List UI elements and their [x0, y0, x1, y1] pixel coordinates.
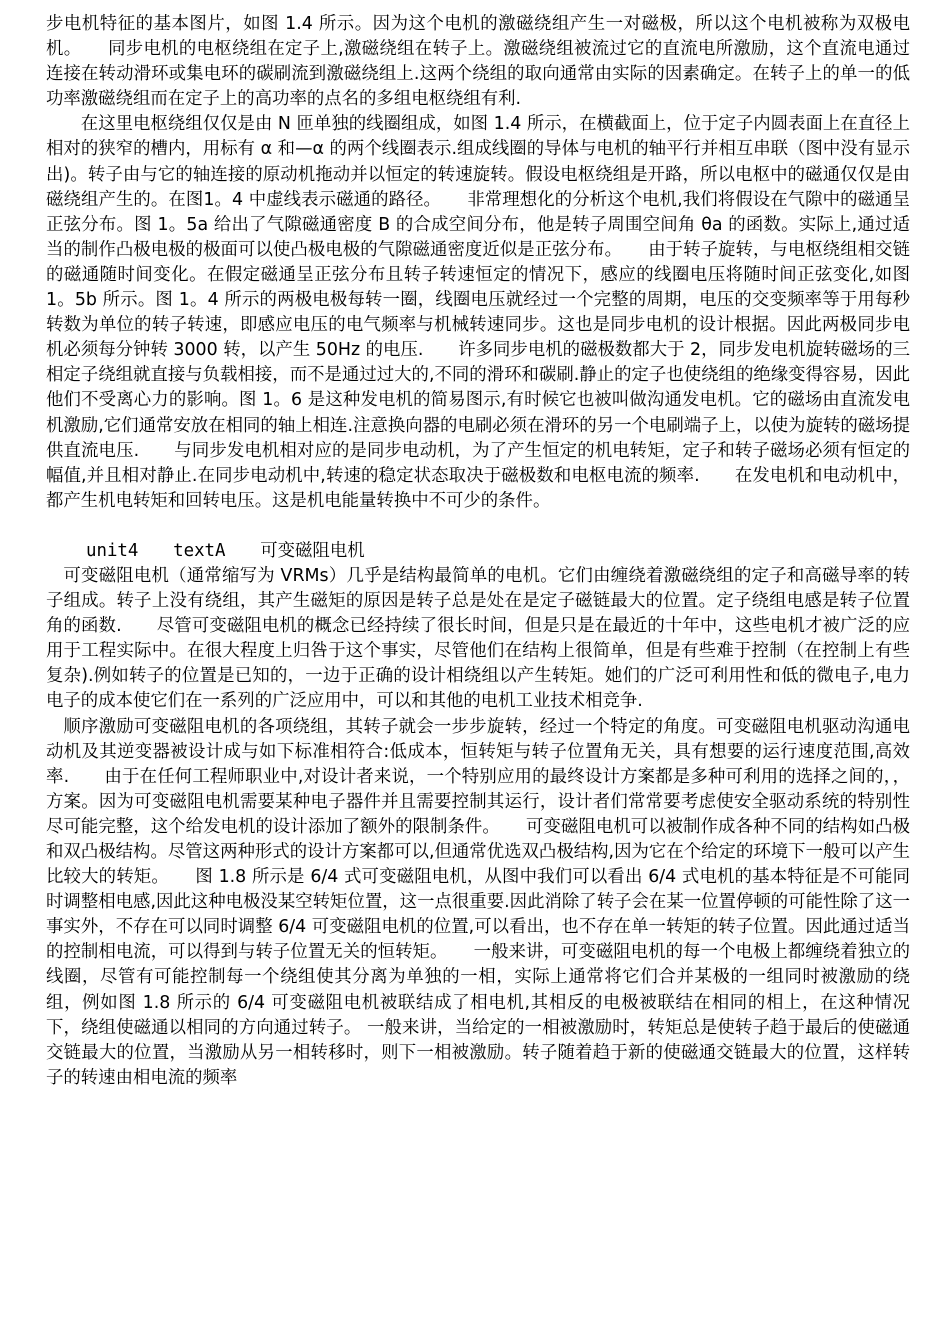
section-heading: unit4 textA 可变磁阻电机 [86, 540, 365, 561]
document-page [46, 12, 910, 1091]
paragraph: 步电机特征的基本图片，如图 1.4 所示。因为这个电机的激磁绕组产生一对磁极，所以这个电机被称为双极电机。 同步电机的电枢绕组在定子上,激磁绕组在转子上。激磁绕组被流过它的直流电所激励，这个直流电通过连接在转动滑环或集电环的碳刷流到激磁绕组上.这两个绕组的取向通常由实际的因素确定。在转子上的单一的低功率激磁绕组而在定子上的高功率的点名的多组电枢绕组有利. [46, 14, 910, 110]
paragraph: 顺序激励可变磁阻电机的各项绕组，其转子就会一步步旋转，经过一个特定的角度。可变磁阻电机驱动沟通电动机及其逆变器被设计成与如下标准相符合:低成本，恒转矩与转子位置角无关，具有想要的运行速度范围,高效率. 由于在任何工程师职业中,对设计者来说，一个特别应用的最终设计方案都是多种可利用的选择之间的，，方案。因为可变磁阻电机需要某种电子器件并且需要控制其运行，设计者们常常要考虑使安全驱动系统的特别性尽可能完整，这个给发电机的设计添加了额外的限制条件。 可变磁阻电机可以被制作成各种不同的结构如凸极和双凸极结构。尽管这两种形式的设计方案都可以,但通常优选双凸极结构,因为它在个给定的环境下一般可以产生比较大的转矩。 图 1.8 所示是 6/4 式可变磁阻电机，从图中我们可以看出 6/4 式电机的基本特征是不可能同时调整相电感,因此这种电极没某空转矩位置，这一点很重要.因此消除了转子会在某一位置停顿的可能性除了这一事实外，不存在可以同时调整 6/4 可变磁阻电机的位置,可以看出，也不存在单一转矩的转子位置。因此通过适当的控制相电流，可以得到与转子位置无关的恒转矩。 一般来讲，可变磁阻电机的每一个电极上都缠绕着独立的线圈，尽管有可能控制每一个绕组使其分离为单独的一相，实际上通常将它们合并某极的一组同时被激励的绕组，例如图 1.8 所示的 6/4 可变磁阻电机被联结成了相电机,其相反的电极被联结在相同的相上，在这种情况下，绕组使磁通以相同的方向通过转子。 一般来讲，当给定的一相被激励时，转矩总是使转子趋于最后的使磁通交链最大的位置，当激励从另一相转移时，则下一相被激励。转子随着趋于新的使磁通交链最大的位置，这样转子的转速由相电流的频率 [46, 716, 910, 1088]
paragraph: 在这里电枢绕组仅仅是由 N 匝单独的线圈组成，如图 1.4 所示，在横截面上，位于定子内圆表面上在直径上相对的狭窄的槽内，用标有 α 和—α 的两个线圈表示.组成线圈的导体与电机的轴平行并相互串联（图中没有显示出)。转子由与它的轴连接的原动机拖动并以恒定的转速旋转。假设电枢绕组是开路，所以电枢中的磁通仅仅是由磁绕组产生的。在图1。4 中虚线表示磁通的路径。 非常理想化的分析这个电机,我们将假设在气隙中的磁通呈正弦分布。图 1。5a 给出了气隙磁通密度 B 的合成空间分布，他是转子周围空间角 θa 的函数。实际上,通过适当的制作凸极电极的极面可以使凸极电极的气隙磁通密度近似是正弦分布。 由于转子旋转，与电枢绕组相交链的磁通随时间变化。在假定磁通呈正弦分布且转子转速恒定的情况下，感应的线圈电压将随时间正弦变化,如图 1。5b 所示。图 1。4 所示的两极电极每转一圈，线圈电压就经过一个完整的周期，电压的交变频率等于用每秒转数为单位的转子转速，即感应电压的电气频率与机械转速同步。这也是同步电机的设计根据。因此两极同步电机必须每分钟转 3000 转，以产生 50Hz 的电压. 许多同步电机的磁极数都大于 2，同步发电机旋转磁场的三相定子绕组就直接与负载相接，而不是通过过大的,不同的滑环和碳刷.静止的定子也使绕组的绝缘变得容易，因此他们不受离心力的影响。图 1。6 是这种发电机的简易图示,有时候它也被叫做沟通发电机。它的磁场由直流发电机激励,它们通常安放在相同的轴上相连.注意换向器的电刷必须在滑环的另一个电刷端子上，以使为旋转的磁场提供直流电压. 与同步发电机相对应的是同步电动机，为了产生恒定的机电转矩，定子和转子磁场必须有恒定的幅值,并且相对静止.在同步电动机中,转速的稳定状态取决于磁极数和电枢电流的频率. 在发电机和电动机中，都产生机电转矩和回转电压。这是机电能量转换中不可少的条件。 [46, 114, 910, 511]
paragraph: 可变磁阻电机（通常缩写为 VRMs）几乎是结构最简单的电机。它们由缠绕着激磁绕组的定子和高磁导率的转子组成。转子上没有绕组，其产生磁矩的原因是转子总是处在是定子磁链最大的位置。定子绕组电感是转子位置角的函数. 尽管可变磁阻电机的概念已经持续了很长时间，但是只是在最近的十年中，这些电机才被广泛的应用于工程实际中。在很大程度上归咎于这个事实，尽管他们在结构上很简单，但是有些难于控制（在控制上有些复杂).例如转子的位置是已知的，一边于正确的设计相绕组以产生转矩。她们的广泛可利用性和低的微电子,电力电子的成本使它们在一系列的广泛应用中，可以和其他的电机工业技术相竞争. [46, 565, 910, 712]
paragraph-gap [46, 514, 910, 539]
